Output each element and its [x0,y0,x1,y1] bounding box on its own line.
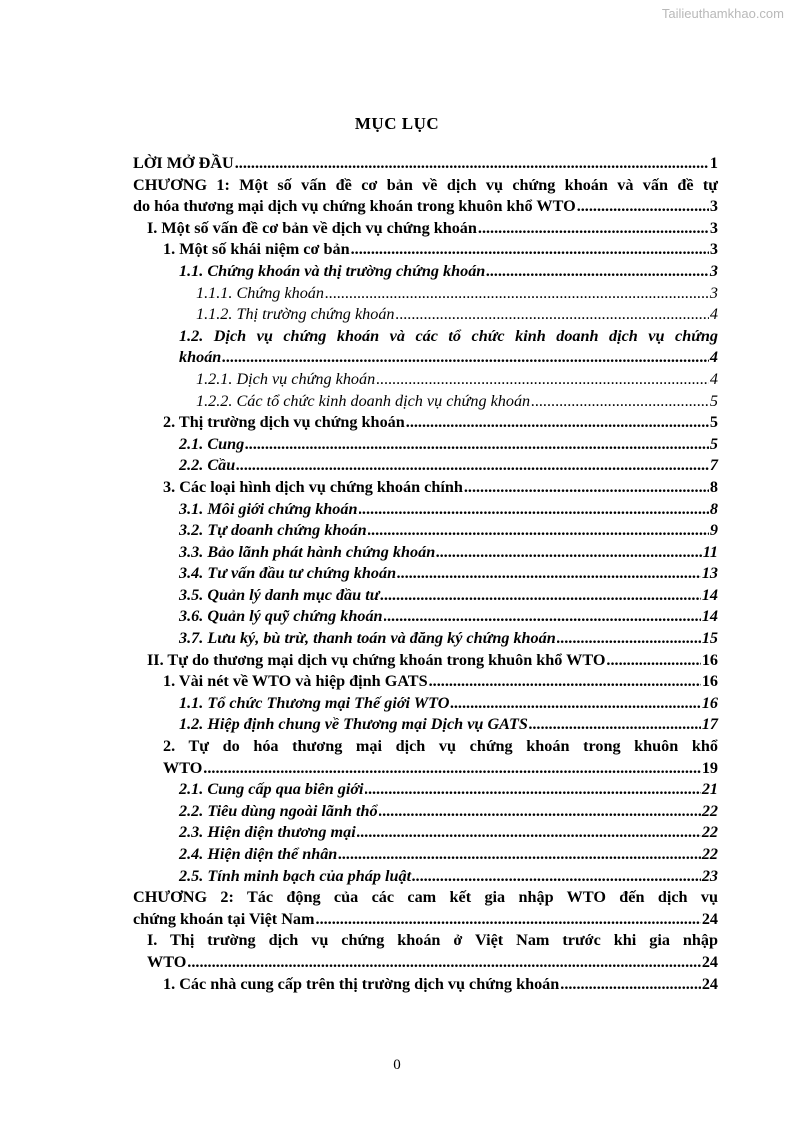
toc-entry-title: I. Thị trường dịch vụ chứng khoán ở Việt Nam trước khi gia nhập [147,931,718,950]
toc-entry-title: khoán [179,348,222,367]
toc-entry-title: 1.2. Dịch vụ chứng khoán và các tổ chức kinh doanh dịch vụ chứng [179,326,718,345]
toc-entry[interactable] [133,714,718,736]
toc-entry[interactable] [133,650,718,672]
toc-entry[interactable] [133,455,718,477]
toc-entry-title: 3.2. Tự doanh chứng khoán [179,521,367,540]
toc-entry-title: 1.2.1. Dịch vụ chứng khoán [196,369,376,388]
toc-entry-page: 11 [702,542,718,561]
toc-leader-dots [384,606,701,628]
page-number: 0 [393,1057,401,1073]
toc-entry[interactable] [133,758,718,780]
toc-entry-title: 1.2. Hiệp định chung về Thương mại Dịch vụ GATS [179,715,528,734]
toc-entry-page: 4 [709,305,718,324]
toc-entry-title: 2.1. Cung cấp qua biên giới [179,780,364,799]
toc-entry-title: 3.7. Lưu ký, bù trừ, thanh toán và đăng ký chứng khoán [179,629,556,648]
toc-entry[interactable] [133,218,718,240]
toc-entry-title: chứng khoán tại Việt Nam [133,909,315,928]
toc-leader-dots [338,844,701,866]
toc-entry[interactable] [133,153,718,175]
toc-entry-page: 23 [701,866,718,885]
toc-entry-title: 2. Thị trường dịch vụ chứng khoán [163,413,405,432]
toc-entry-title: 3. Các loại hình dịch vụ chứng khoán chính [163,477,463,496]
toc-leader-dots [236,455,709,477]
toc-entry-title: 3.5. Quản lý danh mục đầu tư [179,585,380,604]
toc-entry-title: 2.4. Hiện diện thể nhân [179,845,338,863]
toc-entry-title: 1.1.1. Chứng khoán [196,283,324,302]
toc-entry-page: 24 [701,909,718,928]
toc-entry-title: 1.2.2. Các tổ chức kinh doanh dịch vụ chứng khoán [196,391,531,410]
toc-leader-dots [464,477,709,499]
toc-entry-page: 22 [701,801,718,820]
toc-entry[interactable] [133,779,718,801]
toc-entry[interactable] [133,822,718,844]
toc-entry-title: 2.5. Tính minh bạch của pháp luật [179,866,412,885]
toc-entry-page: 16 [701,650,718,669]
toc-entry[interactable] [133,499,718,521]
toc-entry[interactable] [133,175,718,197]
toc-entry-title: 1. Một số khái niệm cơ bản [163,240,350,259]
watermark: Tailieuthamkhao.com [661,6,784,21]
toc-entry-title: CHƯƠNG 2: Tác động của các cam kết gia nhập WTO đến dịch vụ [133,888,718,907]
toc-entry-page: 3 [709,283,718,302]
toc-entry[interactable] [133,628,718,650]
toc-entry-page: 22 [701,845,718,863]
toc-leader-dots [357,822,701,844]
toc-entry-title: 2.3. Hiện diện thương mại [179,823,356,842]
toc-entry[interactable] [133,952,718,974]
toc-leader-dots [365,779,701,801]
toc-leader-dots [486,261,709,283]
toc-entry[interactable] [133,283,718,305]
toc-leader-dots [187,952,701,974]
toc-entry-title: 3.3. Bảo lãnh phát hành chứng khoán [179,542,436,561]
toc-entry-page: 15 [701,629,718,648]
toc-leader-dots [235,153,709,175]
toc-entry-title: do hóa thương mại dịch vụ chứng khoán trong khuôn khổ WTO [133,197,576,216]
toc-entry[interactable] [133,304,718,326]
toc-entry-title: 2.1. Cung [179,434,245,453]
toc-leader-dots [529,714,701,736]
toc-entry-page: 14 [701,585,718,604]
toc-entry[interactable] [133,542,718,564]
toc-entry[interactable] [133,887,718,909]
toc-entry-title: 2.2. Tiêu dùng ngoài lãnh thổ [179,801,378,820]
toc-entry-page: 21 [701,780,718,799]
toc-entry[interactable] [133,520,718,542]
toc-leader-dots [560,974,701,996]
toc-entry[interactable] [133,866,718,888]
toc-entry-page: 16 [701,672,718,691]
toc-leader-dots [531,391,709,413]
toc-entry-title: 3.6. Quản lý quỹ chứng khoán [179,607,383,626]
toc-entry-page: 8 [709,499,718,518]
toc-entry-page: 19 [701,758,718,777]
toc-leader-dots [412,866,701,888]
toc-entry-title: 2.2. Cầu [179,456,236,475]
toc-entry-title: II. Tự do thương mại dịch vụ chứng khoán trong khuôn khổ WTO [147,650,606,669]
toc-entry-page: 9 [709,521,718,540]
toc-entry[interactable] [133,844,718,866]
toc-entry-title: 1.1. Chứng khoán và thị trường chứng khoán [179,261,486,280]
toc-entry-page: 24 [701,974,718,993]
table-of-contents [133,153,718,995]
toc-entry[interactable] [133,391,718,413]
toc-leader-dots [606,650,700,672]
toc-entry-title: 1.1.2. Thị trường chứng khoán [196,305,395,324]
toc-leader-dots [397,563,701,585]
toc-leader-dots [577,196,709,218]
toc-entry-title: WTO [163,758,203,777]
toc-leader-dots [368,520,709,542]
toc-entry[interactable] [133,239,718,261]
toc-entry-page: 4 [709,348,718,367]
toc-leader-dots [376,369,709,391]
toc-entry-title: WTO [147,952,187,971]
toc-leader-dots [316,909,701,931]
toc-entry-page: 24 [701,952,718,971]
toc-entry-page: 13 [701,564,718,583]
toc-entry-page: 14 [701,607,718,626]
page-title: MỤC LỤC [354,114,440,133]
toc-entry-page: 5 [709,434,718,453]
toc-entry-page: 1 [709,154,718,172]
toc-entry-title: I. Một số vấn đề cơ bản về dịch vụ chứng khoán [147,218,477,237]
toc-leader-dots [380,585,700,607]
toc-entry[interactable] [133,434,718,456]
toc-entry[interactable] [133,261,718,283]
toc-entry-title: LỜI MỞ ĐẦU [133,154,234,172]
toc-entry[interactable] [133,477,718,499]
toc-entry-page: 7 [709,456,718,475]
toc-entry[interactable] [133,974,718,996]
toc-leader-dots [359,499,709,521]
toc-entry[interactable] [133,563,718,585]
toc-entry-title: 1. Các nhà cung cấp trên thị trường dịch vụ chứng khoán [163,974,560,993]
toc-leader-dots [478,218,709,240]
toc-leader-dots [396,304,709,326]
toc-entry[interactable] [133,412,718,434]
toc-entry[interactable] [133,736,718,758]
toc-entry-page: 5 [709,413,718,432]
toc-entry-title: CHƯƠNG 1: Một số vấn đề cơ bản về dịch vụ chứng khoán và vấn đề tự [133,175,718,194]
toc-entry-page: 8 [709,477,718,496]
toc-entry-page: 3 [709,197,718,216]
toc-leader-dots [222,347,709,369]
toc-entry[interactable] [133,909,718,931]
toc-leader-dots [557,628,701,650]
toc-leader-dots [406,412,709,434]
toc-leader-dots [436,542,702,564]
toc-entry-page: 16 [701,693,718,712]
toc-leader-dots [203,758,701,780]
toc-entry-title: 1. Vài nét về WTO và hiệp định GATS [163,672,428,691]
toc-entry-title: 1.1. Tổ chức Thương mại Thế giới WTO [179,693,450,712]
toc-entry[interactable] [133,801,718,823]
toc-entry-page: 3 [709,261,718,280]
toc-entry[interactable] [133,196,718,218]
toc-entry-page: 4 [709,369,718,388]
toc-leader-dots [245,434,709,456]
toc-entry-page: 3 [709,240,718,259]
toc-leader-dots [325,283,709,305]
toc-entry-page: 5 [709,391,718,410]
toc-leader-dots [379,801,701,823]
toc-entry[interactable] [133,671,718,693]
toc-entry[interactable] [133,693,718,715]
toc-entry-title: 2. Tự do hóa thương mại dịch vụ chứng khoán trong khuôn khổ [163,737,718,756]
toc-entry[interactable] [133,930,718,952]
toc-entry-title: 3.1. Môi giới chứng khoán [179,499,358,518]
toc-entry-page: 3 [709,218,718,237]
toc-leader-dots [450,693,700,715]
toc-entry[interactable] [133,326,718,348]
toc-entry-page: 22 [701,823,718,842]
toc-entry[interactable] [133,347,718,369]
toc-leader-dots [429,671,701,693]
toc-entry[interactable] [133,585,718,607]
toc-entry-page: 17 [701,715,718,734]
toc-leader-dots [351,239,709,261]
toc-entry[interactable] [133,369,718,391]
toc-entry[interactable] [133,606,718,628]
toc-entry-title: 3.4. Tư vấn đầu tư chứng khoán [179,564,397,583]
